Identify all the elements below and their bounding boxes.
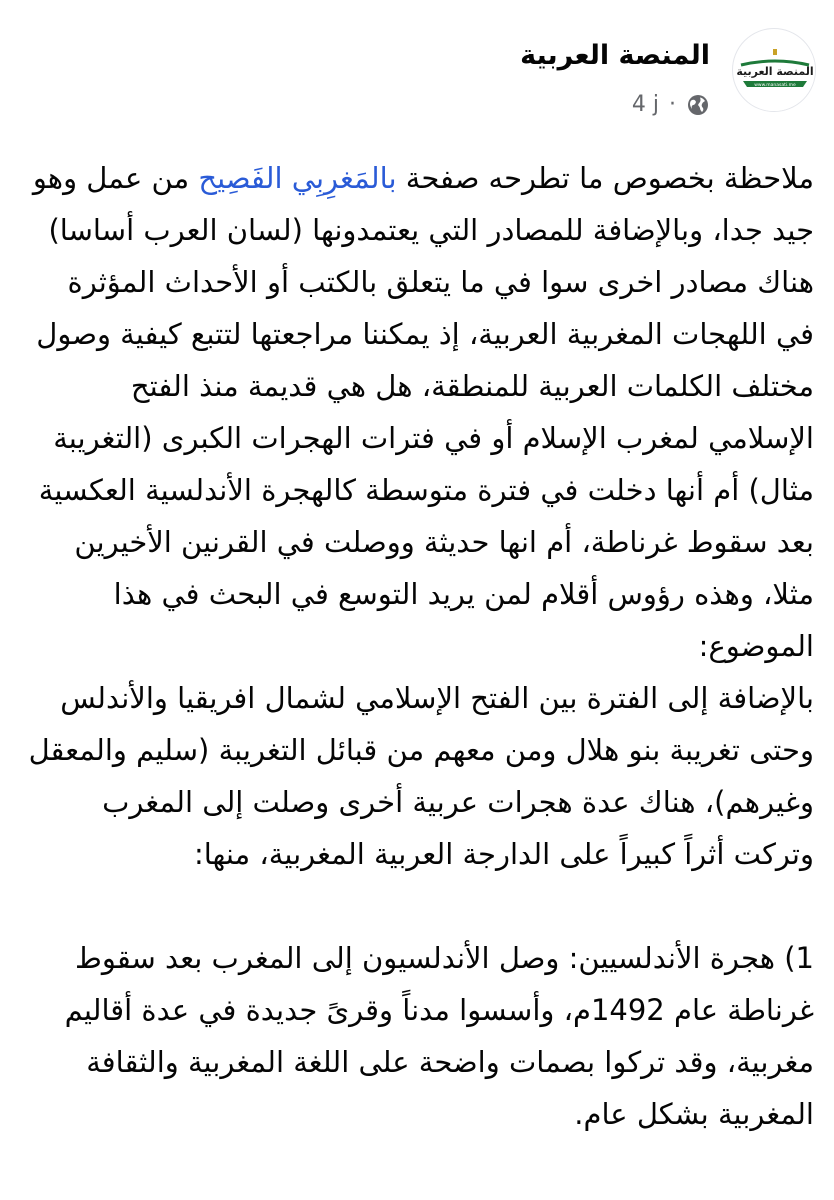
post-header (0, 24, 834, 134)
post-paragraph-3: 1) هجرة الأندلسيين: وصل الأندلسيون إلى المغرب بعد سقوط غرناطة عام 1492م، وأسسوا مدناً وقرىً جديدة في عدة أقاليم مغربية، وقد تركوا بصمات واضحة على اللغة المغربية والثقافة المغربية بشكل عام. (64, 941, 814, 1131)
post-text (22, 152, 814, 1140)
page-avatar[interactable] (732, 28, 816, 112)
post-paragraph-2: بالإضافة إلى الفترة بين الفتح الإسلامي لشمال افريقيا والأندلس وحتى تغريبة بنو هلال ومن معهم من قبائل التغريبة (سليم والمعقل وغيرهم)، هناك عدة هجرات عربية أخرى وصلت إلى المغرب وتركت أثراً كبيراً على الدارجة العربية المغربية، منها: (28, 681, 814, 871)
post-paragraph-1 (22, 152, 814, 672)
avatar-brand-url: www.manasati.me (754, 83, 796, 88)
globe-icon[interactable] (686, 93, 710, 117)
post-timestamp[interactable]: 4 j (631, 92, 659, 117)
avatar-brand-text: المنصة العربية (736, 65, 814, 78)
page-mention-link[interactable]: بالمَغرِبِي الفَصِيح (198, 161, 397, 195)
paragraph-1-text: من عمل وهو جيد جدا، وبالإضافة للمصادر التي يعتمدونها (لسان العرب أساسا) هناك مصادر اخرى سوا في ما يتعلق بالكتب أو الأحداث المؤثرة في اللهجات المغربية العربية، إذ يمكننا مراجعتها لتتبع كيفية وصول مختلف الكلمات العربية للمنطقة، هل هي قديمة منذ الفتح الإسلامي لمغرب الإسلام أو في فترات الهجرات الكبرى (التغريبة مثال) أم أنها دخلت في فترة متوسطة كالهجرة الأندلسية العكسية بعد سقوط غرناطة، أم انها حديثة ووصلت في القرنين الأخيرين مثلا، وهذه رؤوس أقلام لمن يريد التوسع في البحث في هذا الموضوع: (32, 161, 814, 663)
paragraph-spacer (22, 880, 814, 932)
post-meta (632, 90, 710, 120)
paragraph-1-intro: ملاحظة بخصوص ما تطرحه صفحة (396, 161, 814, 195)
page-name-link[interactable]: المنصة العربية (520, 40, 710, 71)
meta-separator: · (669, 92, 676, 117)
